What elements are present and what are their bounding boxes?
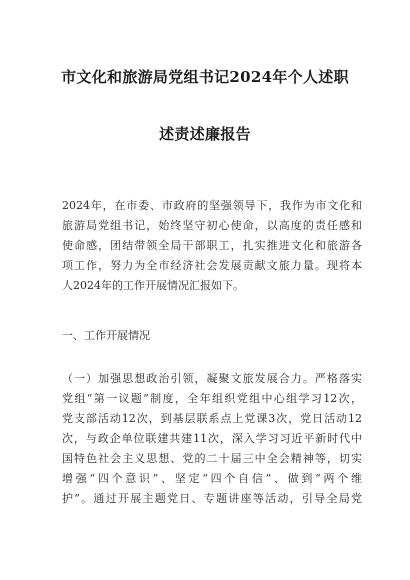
- section-heading: 一、工作开展情况: [62, 329, 150, 342]
- intro-line: 旅游局党组书记，始终坚守初心使命，以高度的责任感和: [62, 219, 362, 232]
- intro-line: 项工作，努力为全市经济社会发展贡献文旅力量。现将本: [62, 259, 362, 272]
- document-title-line-1: 市文化和旅游局党组书记2024年个人述职: [61, 68, 349, 86]
- intro-paragraph: [62, 196, 362, 296]
- section-line: 护”。通过开展主题党日、专题讲座等活动，引导全局党: [62, 492, 362, 505]
- intro-line: 使命感，团结带领全局干部职工，扎实推进文化和旅游各: [62, 239, 362, 252]
- section-line: 国特色社会主义思想、党的二十届三中全会精神等，切实: [62, 452, 362, 465]
- section-line: 党组“第一议题”制度，全年组织党组中心组学习12次，: [62, 392, 362, 405]
- document-title-line-2: 述责述廉报告: [159, 125, 251, 143]
- intro-line: 2024年，在市委、市政府的坚强领导下，我作为市文化和: [62, 199, 362, 212]
- section-line: 增强“四个意识”、坚定“四个自信”、做到“两个维: [62, 472, 362, 485]
- section-line: （一）加强思想政治引领，凝聚文旅发展合力。严格落实: [62, 372, 362, 385]
- section-line: 党支部活动12次，到基层联系点上党课3次，党日活动12: [62, 412, 362, 425]
- section-paragraph: [62, 369, 362, 509]
- intro-line: 人2024年的工作开展情况汇报如下。: [62, 279, 244, 292]
- section-line: 次，与政企单位联建共建11次，深入学习习近平新时代中: [62, 432, 362, 445]
